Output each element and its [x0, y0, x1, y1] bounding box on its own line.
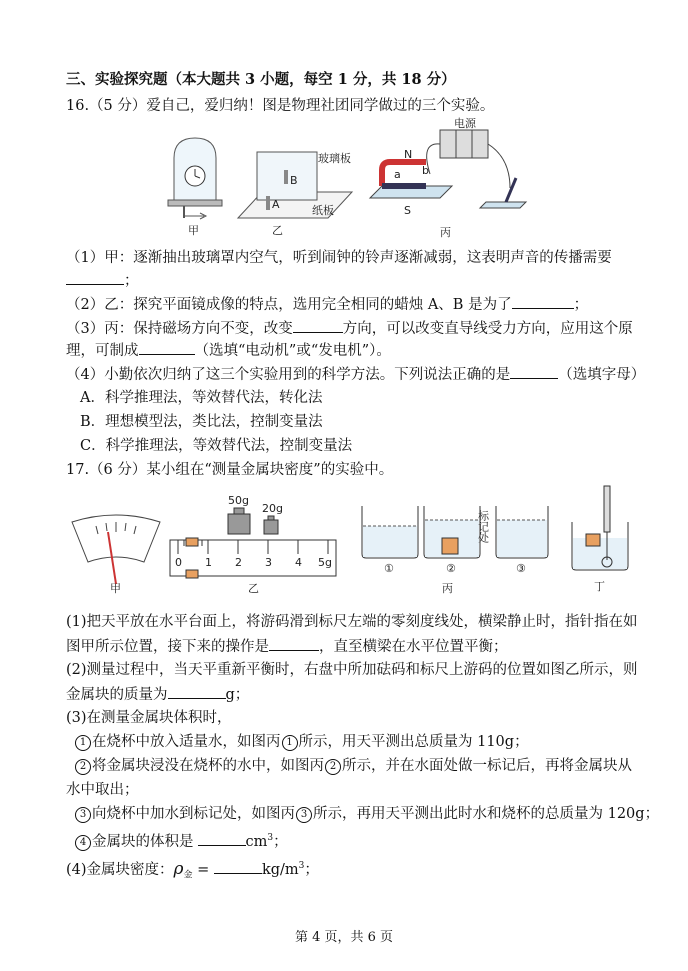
q17-figure-ding [566, 486, 636, 598]
q16-cap-yi: 乙 [272, 224, 283, 237]
q17-step-3: 3 向烧杯中加水到标记处，如图丙 3 所示，再用天平测出此时水和烧杯的总质量为 120g； [74, 804, 659, 824]
q17-tick-0: 0 [175, 556, 182, 569]
q17-tick-5g: 5g [318, 556, 332, 569]
q16-p4: （4）小勤依次归纳了这三个实验用到的科学方法。下列说法正确的是 （选填字母） [66, 364, 645, 385]
answer-blank-1[interactable] [66, 270, 124, 285]
q16-label-S: S [404, 204, 411, 217]
q16-p3-cont: 理，可制成 （选填“电动机”或“发电机”）。 [66, 340, 391, 361]
q16-p1-cont: ； [66, 270, 139, 291]
q16-cap-jia: 甲 [188, 224, 199, 237]
q17-tick-3: 3 [265, 556, 272, 569]
q17-step-1: 1 在烧杯中放入适量水，如图丙 1 所示，用天平测出总质量为 110g； [74, 732, 529, 752]
q17-p2-cont: 金属块的质量为 g； [66, 684, 249, 705]
q17-label-mark: 标记处 [476, 510, 490, 543]
q16-option-A: A．科学推理法，等效替代法，转化法 [80, 390, 323, 406]
q16-label-A: A [272, 198, 280, 211]
q16-p1: （1）甲：逐渐抽出玻璃罩内空气，听到闹钟的铃声逐渐减弱，这表明声音的传播需要 [66, 250, 612, 266]
q17-figure-yi [166, 492, 342, 598]
q17-label-50g: 50g [228, 494, 249, 507]
q17-tick-1: 1 [205, 556, 212, 569]
q16-figure-bing [370, 118, 530, 240]
q16-label-power: 电源 [454, 117, 476, 130]
q17-figure-bing [356, 498, 552, 598]
q16-stem: 16.（5 分）爱自己，爱归纳！图是物理社团同学做过的三个实验。 [66, 98, 495, 114]
q17-p3: (3)在测量金属块体积时， [66, 710, 232, 726]
q17-p1-cont: 图甲所示位置，接下来的操作是 ，直至横梁在水平位置平衡； [66, 636, 508, 657]
q16-label-glass: 玻璃板 [318, 152, 351, 165]
answer-blank-5[interactable] [510, 364, 558, 379]
q17-cap-yi: 乙 [248, 582, 259, 595]
q17-label-c2: ② [446, 562, 456, 575]
rho-symbol: ρ [173, 858, 184, 879]
q17-p2: (2)测量过程中，当天平重新平衡时，右盘中所加砝码和标尺上游码的位置如图乙所示，则 [66, 662, 638, 678]
q16-p2: （2）乙：探究平面镜成像的特点，选用完全相同的蜡烛 A、B 是为了 ； [66, 294, 588, 315]
answer-blank-4[interactable] [139, 340, 195, 355]
answer-blank-6[interactable] [269, 636, 319, 651]
q17-p4: (4)金属块密度：$\rho_金 = kg/m^3$； [66, 858, 319, 881]
answer-blank-9[interactable] [214, 859, 262, 874]
answer-blank-7[interactable] [168, 684, 226, 699]
q17-label-20g: 20g [262, 502, 283, 515]
q16-cap-bing: 丙 [440, 226, 451, 239]
answer-blank-2[interactable] [512, 294, 574, 309]
q17-p1: (1)把天平放在水平台面上，将游码滑到标尺左端的零刻度线处，横梁静止时，指针指在如 [66, 614, 638, 630]
q17-step-2: 2 将金属块浸没在烧杯的水中，如图丙 2 所示，并在水面处做一标记后，再将金属块从 [74, 756, 632, 776]
q17-step-2-cont: 水中取出； [66, 782, 139, 798]
q17-cap-bing: 丙 [442, 582, 453, 595]
q16-label-B: B [290, 174, 298, 187]
q16-option-B: B．理想模型法，类比法，控制变量法 [80, 414, 323, 430]
q16-label-b: b [422, 164, 429, 177]
q16-label-a: a [394, 168, 401, 181]
q16-figure-jia [160, 136, 230, 236]
answer-blank-3[interactable] [293, 318, 343, 333]
section-title: 三、实验探究题（本大题共 3 小题，每空 1 分，共 18 分） [66, 71, 456, 88]
q17-stem: 17.（6 分）某小组在“测量金属块密度”的实验中。 [66, 462, 394, 478]
q17-cap-ding: 丁 [594, 580, 605, 593]
answer-blank-8[interactable] [198, 831, 246, 846]
q17-cap-jia: 甲 [110, 582, 121, 595]
page-footer: 第 4 页，共 6 页 [294, 930, 394, 945]
q17-tick-2: 2 [235, 556, 242, 569]
q17-tick-4: 4 [295, 556, 302, 569]
q17-figure-jia [70, 512, 162, 596]
q17-label-c3: ③ [516, 562, 526, 575]
q17-step-4: 4 金属块的体积是 $cm^3$； [74, 828, 288, 852]
q17-label-c1: ① [384, 562, 394, 575]
q16-figure-yi [232, 148, 362, 238]
q16-option-C: C．科学推理法，等效替代法，控制变量法 [80, 438, 353, 454]
q16-p3: （3）丙：保持磁场方向不变，改变 方向，可以改变直导线受力方向，应用这个原 [66, 318, 633, 339]
q16-label-N: N [404, 148, 413, 161]
q16-label-paper: 纸板 [312, 204, 334, 217]
